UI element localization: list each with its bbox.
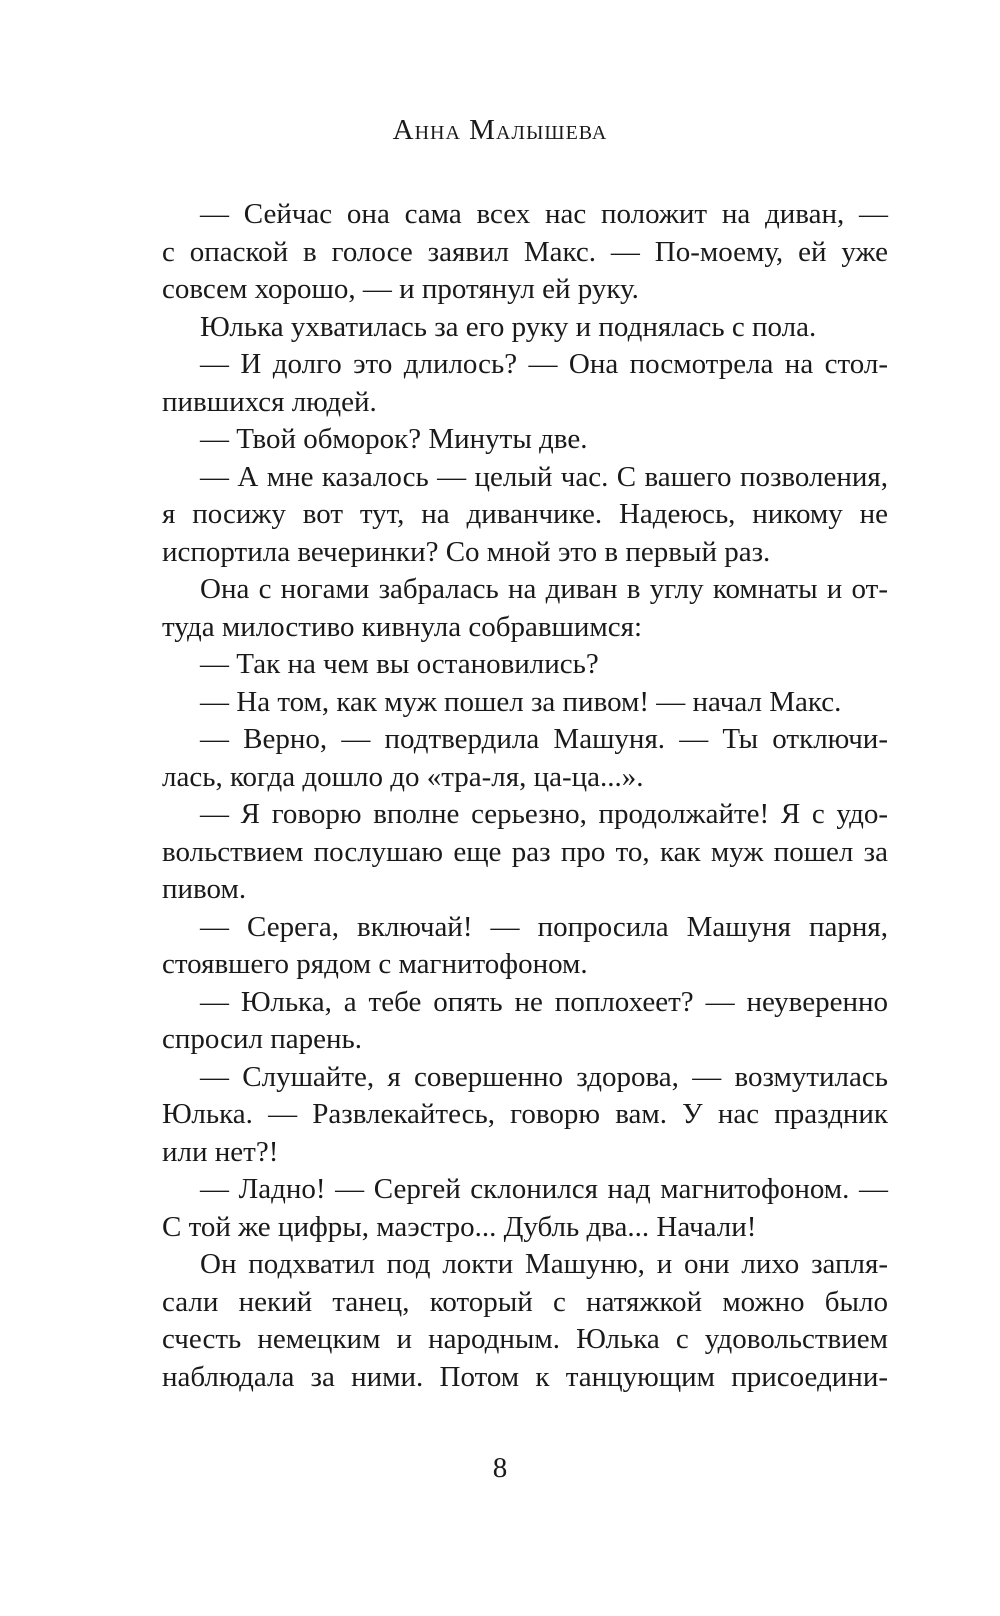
- text-line: — Серега, включай! — попросила Машуня парня,: [200, 910, 888, 943]
- text-line: стоявшего рядом с магнитофоном.: [162, 948, 588, 980]
- text-line: Она с ногами забралась на диван в углу комнаты и от-: [200, 573, 888, 605]
- text-line: Он подхватил под локти Машуню, и они лихо запля-: [200, 1248, 888, 1280]
- page-number: 8: [492, 1452, 508, 1484]
- text-line: пившихся людей.: [162, 385, 377, 418]
- text-line: — На том, как муж пошел за пивом! — начал Макс.: [200, 685, 842, 718]
- text-line: — Слушайте, я совершенно здорова, — возмутилась: [200, 1060, 888, 1093]
- text-line: счесть немецким и народным. Юлька с удовольствием: [162, 1323, 888, 1355]
- text-line: я посижу вот тут, на диванчике. Надеюсь, никому не: [162, 498, 888, 530]
- text-line: — Ладно! — Сергей склонился над магнитофоном. —: [200, 1173, 888, 1205]
- text-line: пивом.: [162, 873, 247, 905]
- text-line: испортила вечеринки? Со мной это в первый раз.: [162, 535, 771, 568]
- text-line: — Твой обморок? Минуты две.: [200, 423, 588, 455]
- text-line: лась, когда дошло до «тра-ля, ца-ца...».: [162, 760, 644, 793]
- text-line: — Верно, — подтвердила Машуня. — Ты отключи-: [200, 723, 888, 755]
- text-line: С той же цифры, маэстро... Дубль два... Начали!: [162, 1210, 757, 1243]
- text-line: вольствием послушаю еще раз про то, как муж пошел за: [162, 835, 888, 868]
- text-line: — А мне казалось — целый час. С вашего позволения,: [200, 460, 888, 493]
- text-line: — И долго это длилось? — Она посмотрела на стол-: [200, 348, 888, 380]
- text-line: спросил парень.: [162, 1023, 362, 1055]
- text-line: с опаской в голосе заявил Макс. — По-моему, ей уже: [162, 235, 888, 268]
- body-text: [162, 196, 888, 1396]
- text-line: — Так на чем вы остановились?: [200, 648, 599, 680]
- text-line: или нет?!: [162, 1135, 279, 1168]
- text-line: — Сейчас она сама всех нас положит на диван, —: [200, 198, 888, 230]
- text-line: Юлька ухватилась за его руку и поднялась с пола.: [200, 310, 817, 343]
- text-line: сали некий танец, который с натяжкой можно было: [162, 1285, 888, 1318]
- text-line: Юлька. — Развлекайтесь, говорю вам. У нас праздник: [162, 1098, 888, 1130]
- text-line: совсем хорошо, — и протянул ей руку.: [162, 273, 639, 305]
- text-line: — Я говорю вполне серьезно, продолжайте! Я с удо-: [200, 798, 888, 830]
- running-head: Анна Малышева: [392, 114, 608, 146]
- text-line: наблюдала за ними. Потом к танцующим присоедини-: [162, 1360, 888, 1393]
- text-line: — Юлька, а тебе опять не поплохеет? — неуверенно: [200, 985, 888, 1018]
- text-line: туда милостиво кивнула собравшимся:: [162, 610, 643, 643]
